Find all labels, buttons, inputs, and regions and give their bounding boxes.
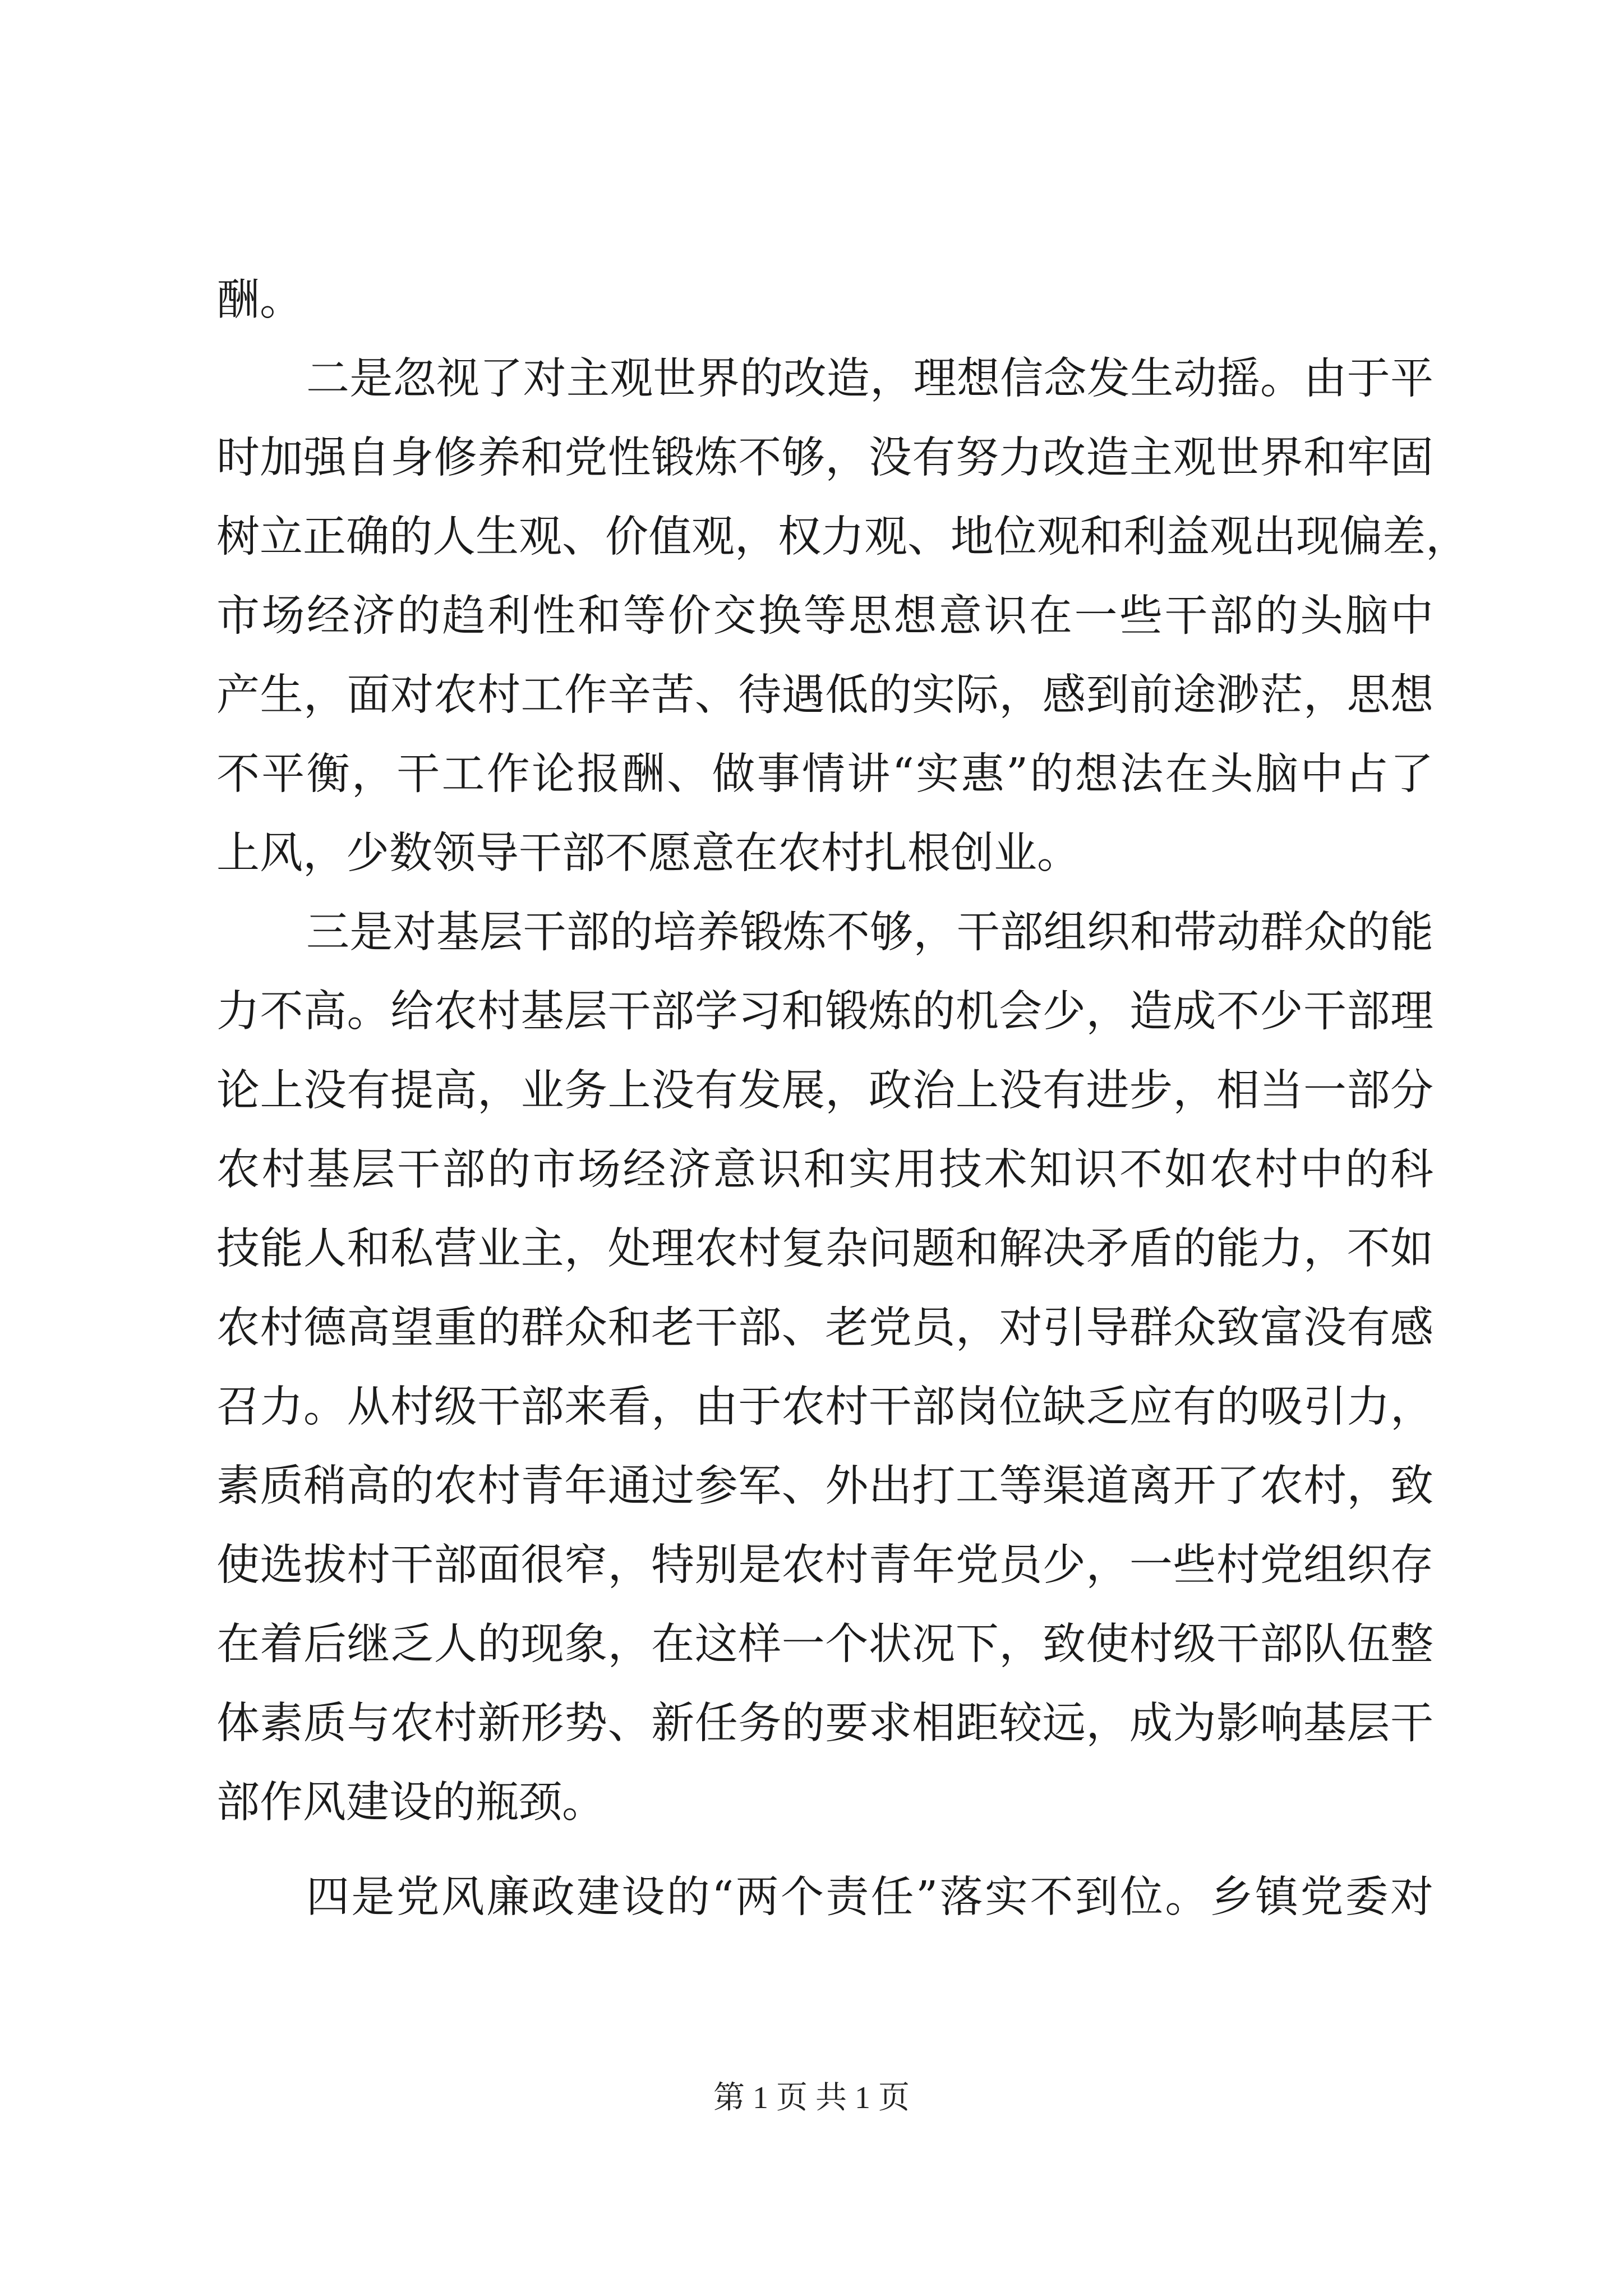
- text-line: 上风，少数领导干部不愿意在农村扎根创业。: [216, 829, 1080, 878]
- text-line: 产生，面对农村工作辛苦、待遇低的实际，感到前途渺茫，思想: [216, 670, 1433, 720]
- text-line: 酬。: [216, 275, 303, 325]
- text-line: 技能人和私营业主，处理农村复杂问题和解决矛盾的能力，不如: [216, 1224, 1433, 1274]
- paragraph-start-line: 四是党风廉政建设的“两个责任”落实不到位。乡镇党委对: [306, 1872, 1433, 1922]
- page-footer: 第 1 页 共 1 页: [713, 2081, 910, 2115]
- text-line: 召力。从村级干部来看，由于农村干部岗位缺乏应有的吸引力，: [216, 1382, 1433, 1432]
- paragraph-start-line: 三是对基层干部的培养锻炼不够，干部组织和带动群众的能: [306, 908, 1433, 958]
- text-line: 部作风建设的瓶颈。: [216, 1778, 605, 1828]
- text-line: 体素质与农村新形势、新任务的要求相距较远，成为影响基层干: [216, 1699, 1433, 1749]
- text-line: 在着后继乏人的现象，在这样一个状况下，致使村级干部队伍整: [216, 1619, 1433, 1669]
- text-line: 时加强自身修养和党性锻炼不够，没有努力改造主观世界和牢固: [216, 433, 1433, 483]
- text-line: 树立正确的人生观、价值观，权力观、地位观和利益观出现偏差，: [216, 512, 1469, 562]
- text-line: 使选拔村干部面很窄，特别是农村青年党员少，一些村党组织存: [216, 1540, 1433, 1590]
- paragraph-start-line: 二是忽视了对主观世界的改造，理想信念发生动摇。由于平: [306, 354, 1433, 404]
- text-line: 不平衡，干工作论报酬、做事情讲“实惠”的想法在头脑中占了: [216, 749, 1433, 799]
- text-line: 论上没有提高，业务上没有发展，政治上没有进步，相当一部分: [216, 1066, 1433, 1116]
- text-line: 农村基层干部的市场经济意识和实用技术知识不如农村中的科: [216, 1145, 1433, 1195]
- text-line: 素质稍高的农村青年通过参军、外出打工等渠道离开了农村，致: [216, 1461, 1433, 1511]
- text-line: 力不高。给农村基层干部学习和锻炼的机会少，造成不少干部理: [216, 987, 1433, 1037]
- text-line: 农村德高望重的群众和老干部、老党员，对引导群众致富没有感: [216, 1303, 1433, 1353]
- text-line: 市场经济的趋利性和等价交换等思想意识在一些干部的头脑中: [216, 591, 1433, 641]
